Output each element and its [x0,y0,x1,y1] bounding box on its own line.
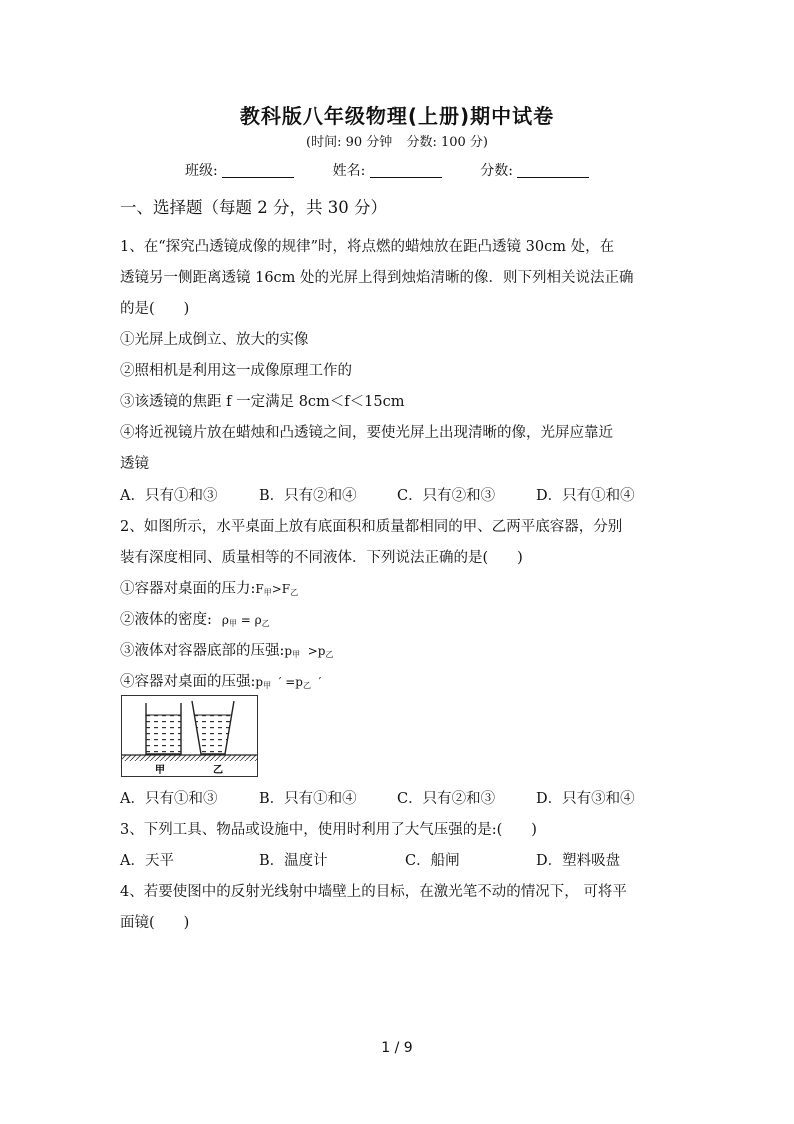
q2-s4-text: ④容器对桌面的压强: [120,674,256,690]
q1-line-1: 1、在“探究凸透镜成像的规律”时，将点燃的蜡烛放在距凸透镜 30cm 处，在 [120,239,615,255]
q2-s1-sub-yi: 乙 [290,588,299,597]
q2-s3-gt: >p [300,644,326,658]
q2-s4-end: ′ [310,675,322,689]
q2-s1-f: F [255,582,264,596]
score-label: 分数: [480,163,513,179]
exam-title: 教科版八年级物理(上册)期中试卷 [239,104,555,128]
q1-statement-4: ④将近视镜片放在蜡烛和凸透镜之间，要使光屏上出现清晰的像，光屏应靠近 [120,425,613,441]
q2-s3-sub-jia: 甲 [292,650,301,659]
q3-option-d[interactable]: D．塑料吸盘 [536,853,621,869]
total-score: 分数: 100 分) [406,135,488,150]
q1-statement-1: ①光屏上成倒立、放大的实像 [120,332,309,348]
q3-line-1: 3、下列工具、物品或设施中，使用时利用了大气压强的是:( ) [120,822,537,838]
q2-statement-3 [120,639,333,660]
q2-s4-sub-yi: 乙 [302,681,311,690]
q2-s2-rho: ρ [221,613,229,627]
q2-statement-1 [120,577,298,598]
q1-option-a[interactable]: A．只有①和③ [120,488,218,504]
q3-option-a[interactable]: A．天平 [120,853,174,869]
time-limit: (时间: 90 分钟 [306,135,393,150]
q2-s1-sub-jia: 甲 [263,588,272,597]
q2-s4-p: p [255,675,264,689]
q1-line-2: 透镜另一侧距离透镜 16cm 处的光屏上得到烛焰清晰的像．则下列相关说法正确 [120,270,634,286]
q1-statement-3: ③该透镜的焦距 f 一定满足 8cm＜f＜15cm [120,394,405,410]
q2-line-1: 2、如图所示，水平桌面上放有底面积和质量都相同的甲、乙两平底容器，分别 [120,519,623,535]
q2-s1-text: ①容器对桌面的压力: [120,581,256,597]
class-blank[interactable] [222,163,294,178]
q2-s2-text: ②液体的密度: [120,612,212,628]
q1-option-c[interactable]: C．只有②和③ [397,488,496,504]
student-info-row [185,160,623,180]
score-blank[interactable] [517,163,589,178]
containers-figure [121,695,258,777]
q1-option-d[interactable]: D．只有①和④ [536,488,635,504]
q2-s3-sub-yi: 乙 [325,650,334,659]
q2-option-b[interactable]: B．只有①和④ [259,791,357,807]
q4-line-2: 面镜( ) [120,915,190,931]
q2-s2-sub-jia: 甲 [228,619,237,628]
section-heading: 一、选择题（每题 2 分，共 30 分） [120,198,387,217]
q4-line-1: 4、若要使图中的反射光线射中墙壁上的目标，在激光笔不动的情况下， 可将平 [120,884,627,900]
q2-s3-text: ③液体对容器底部的压强: [120,643,285,659]
q2-s3-p: p [284,644,293,658]
figure-label-jia: 甲 [155,765,165,776]
exam-subtitle [0,131,794,150]
figure-border [122,696,258,777]
q1-statement-2: ②照相机是利用这一成像原理工作的 [120,363,352,379]
figure-label-yi: 乙 [213,765,223,776]
q2-option-c[interactable]: C．只有②和③ [397,791,496,807]
name-blank[interactable] [370,163,442,178]
q2-s1-gt: >F [271,582,291,596]
name-label: 姓名: [332,163,366,179]
q2-line-2: 装有深度相同、质量相等的不同液体．下列说法正确的是( ) [120,550,523,566]
q2-option-a[interactable]: A．只有①和③ [120,791,218,807]
q2-s4-sub-jia: 甲 [263,681,272,690]
q3-option-b[interactable]: B．温度计 [259,853,328,869]
q2-statement-4 [120,670,321,691]
q1-statement-4-cont: 透镜 [120,456,149,472]
q3-option-c[interactable]: C．船闸 [405,853,460,869]
class-label: 班级: [185,163,218,179]
container-jia-liquid [146,715,181,754]
q2-s4-mid: ′ =p [271,675,303,689]
q2-s2-sub-yi: 乙 [261,619,270,628]
q2-statement-2 [120,608,270,629]
page-number: 1 / 9 [381,1040,413,1056]
q1-option-b[interactable]: B．只有②和④ [259,488,357,504]
table-hatch [122,755,257,761]
q2-s2-eq: = ρ [236,613,262,627]
q1-line-3: 的是( ) [120,301,190,317]
q2-option-d[interactable]: D．只有③和④ [536,791,635,807]
